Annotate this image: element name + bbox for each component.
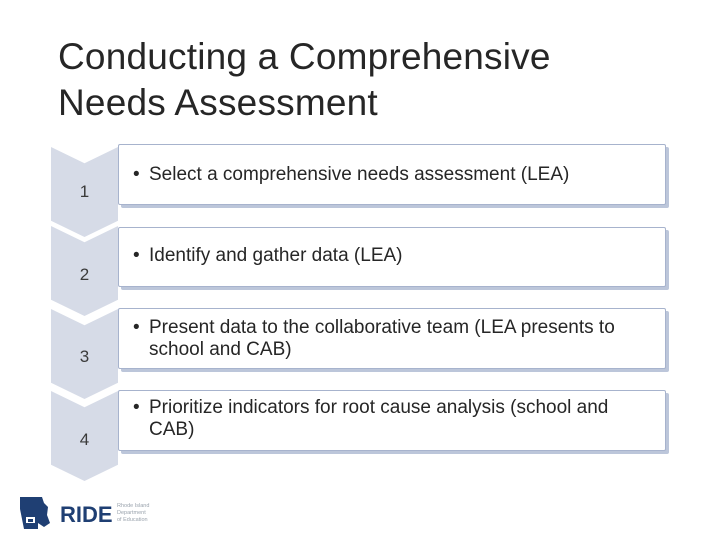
step-4-text: • Prioritize indicators for root cause analysis (school and CAB): [133, 397, 609, 440]
ride-logo-tagline-2: Department: [117, 510, 146, 516]
step-4-box: [118, 390, 666, 451]
slide-title-line-2: Needs Assessment: [58, 82, 378, 123]
step-1-bullet: •: [133, 164, 140, 185]
step-4-bullet: •: [133, 397, 140, 418]
step-1-box: [118, 144, 666, 205]
slide-title-line-1: Conducting a Comprehensive: [58, 36, 551, 77]
step-2-box: [118, 227, 666, 287]
step-1-text: • Select a comprehensive needs assessment (LEA): [133, 164, 570, 185]
step-2-text: • Identify and gather data (LEA): [133, 245, 403, 266]
step-3-number: 3: [79, 347, 90, 366]
rhode-island-map-icon: [20, 497, 50, 529]
step-3-box: [118, 308, 666, 369]
ride-logo-wordmark: RIDE: [60, 502, 113, 527]
step-4-number: 4: [79, 430, 90, 449]
ride-logo-tagline-1: Rhode Island: [117, 503, 150, 509]
step-2-bullet: •: [133, 245, 140, 266]
ride-logo: [14, 493, 184, 533]
step-1-number: 1: [79, 182, 90, 201]
step-3-text: • Present data to the collaborative team (LEA presents to school and CAB): [133, 317, 615, 360]
step-2-number: 2: [79, 265, 90, 284]
slide-title: [58, 34, 658, 126]
ride-logo-tagline-3: of Education: [117, 517, 148, 523]
step-3-bullet: •: [133, 317, 140, 338]
